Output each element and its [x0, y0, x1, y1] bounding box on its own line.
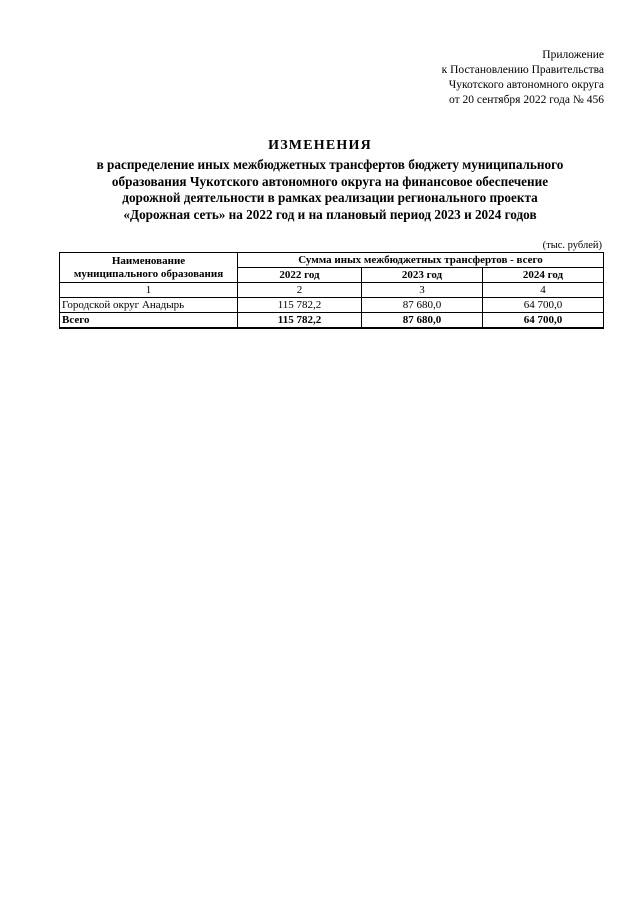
- total-value-2023: 87 680,0: [362, 313, 483, 329]
- unit-note: (тыс. рублей): [542, 240, 602, 251]
- total-row: [60, 313, 604, 329]
- header-year-2023: 2023 год: [362, 268, 483, 283]
- col-number-2: 2: [238, 283, 362, 298]
- row-value-2022: 115 782,2: [238, 298, 362, 313]
- appendix-line-1: Приложение: [542, 49, 604, 61]
- row-value-2024: 64 700,0: [483, 298, 604, 313]
- subtitle-line-4: «Дорожная сеть» на 2022 год и на плановый период 2023 и 2024 годов: [123, 206, 537, 222]
- header-year-2024: 2024 год: [483, 268, 604, 283]
- header-year-2022: 2022 год: [238, 268, 362, 283]
- subtitle-line-1: в распределение иных межбюджетных трансфертов бюджету муниципального: [96, 157, 564, 172]
- header-row-1: [60, 253, 604, 268]
- row-value-2023: 87 680,0: [362, 298, 483, 313]
- header-name-line-2: муниципального образования: [73, 267, 224, 280]
- total-value-2022: 115 782,2: [238, 313, 362, 329]
- subtitle-line-2: образования Чукотского автономного округа на финансовое обеспечение: [111, 173, 549, 189]
- header-name-cell: [60, 253, 238, 283]
- total-value-2024: 64 700,0: [483, 313, 604, 329]
- appendix-line-3: Чукотского автономного округа: [448, 79, 604, 91]
- col-number-1: 1: [60, 283, 238, 298]
- col-number-4: 4: [483, 283, 604, 298]
- total-name: Всего: [60, 313, 238, 329]
- document-subtitle: [50, 157, 610, 223]
- col-number-3: 3: [362, 283, 483, 298]
- header-sum-cell: Сумма иных межбюджетных трансфертов - всего: [238, 253, 604, 268]
- appendix-line-2: к Постановлению Правительства: [441, 64, 604, 76]
- appendix-line-4: от 20 сентября 2022 года № 456: [449, 94, 604, 106]
- subtitle-line-3: дорожной деятельности в рамках реализации регионального проекта: [122, 190, 538, 205]
- document-title: ИЗМЕНЕНИЯ: [268, 138, 372, 153]
- column-number-row: [60, 283, 604, 298]
- table-row: [60, 298, 604, 313]
- appendix-block: [354, 48, 604, 108]
- header-name-line-1: Наименование: [111, 254, 186, 267]
- row-name: Городской округ Анадырь: [60, 298, 238, 313]
- transfers-table: [59, 252, 604, 329]
